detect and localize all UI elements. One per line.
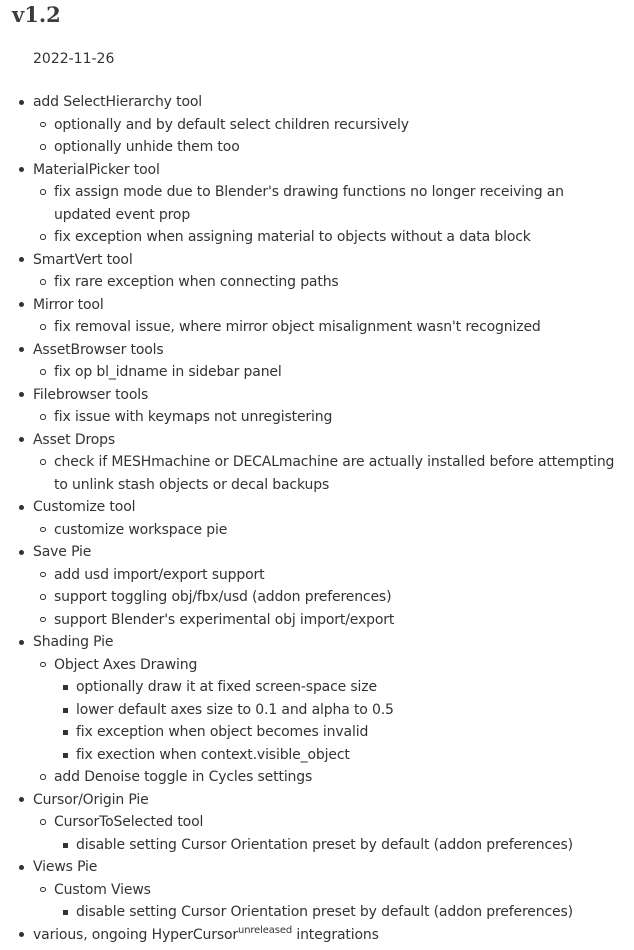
- list-item: [0, 91, 634, 159]
- item-label: Filebrowser tools: [33, 386, 149, 403]
- list-item: [0, 429, 634, 497]
- list-item: [0, 294, 634, 339]
- sub-sub-item: disable setting Cursor Orientation preset by default (addon preferences): [54, 834, 634, 857]
- unreleased-superscript: unreleased: [238, 924, 293, 936]
- sub-item: [33, 654, 634, 767]
- sub-sub-item: fix exception when object becomes invalid: [54, 721, 634, 744]
- sub-item: fix assign mode due to Blender's drawing functions no longer receiving an updated event prop: [33, 181, 634, 226]
- sub-item-label: Custom Views: [54, 881, 151, 898]
- sub-item: fix exception when assigning material to objects without a data block: [33, 226, 634, 249]
- item-label: Save Pie: [33, 544, 92, 560]
- sub-sub-item: fix exection when context.visible_object: [54, 744, 634, 767]
- sub-item: fix op bl_idname in sidebar panel: [33, 361, 634, 384]
- list-item: [0, 789, 634, 857]
- item-label: Views Pie: [33, 859, 98, 875]
- item-label: Mirror tool: [33, 296, 104, 313]
- list-item: [0, 541, 634, 631]
- sub-item: add Denoise toggle in Cycles settings: [33, 766, 634, 789]
- sub-item: support toggling obj/fbx/usd (addon preferences): [33, 586, 634, 609]
- sub-sub-item: optionally draw it at fixed screen-space size: [54, 676, 634, 699]
- item-label: SmartVert tool: [33, 251, 133, 268]
- list-item: [0, 856, 634, 924]
- list-item: [0, 631, 634, 789]
- sub-item: [33, 811, 634, 856]
- item-label: Cursor/Origin Pie: [33, 791, 149, 808]
- list-item: [0, 249, 634, 294]
- sub-item: check if MESHmachine or DECALmachine are actually installed before attempting to unlink stash objects or decal backups: [33, 451, 634, 496]
- list-item: [0, 924, 634, 947]
- item-label: MaterialPicker tool: [33, 161, 160, 178]
- hypercursor-prefix: various, ongoing HyperCursor: [33, 926, 239, 943]
- sub-sub-item: lower default axes size to 0.1 and alpha to 0.5: [54, 699, 634, 722]
- sub-item: [33, 879, 634, 924]
- list-item: [0, 384, 634, 429]
- item-label: Shading Pie: [33, 634, 114, 650]
- sub-item: add usd import/export support: [33, 564, 634, 587]
- sub-item-label: Object Axes Drawing: [54, 656, 198, 673]
- list-item: [0, 339, 634, 384]
- list-item: [0, 496, 634, 541]
- item-label: Customize tool: [33, 499, 136, 515]
- changelog-list: [0, 91, 634, 946]
- version-title: v1.2: [12, 2, 61, 27]
- list-item: [0, 159, 634, 249]
- sub-item: optionally unhide them too: [33, 136, 634, 159]
- sub-item: support Blender's experimental obj import/export: [33, 609, 634, 632]
- sub-item: customize workspace pie: [33, 519, 634, 542]
- sub-item: optionally and by default select children recursively: [33, 114, 634, 137]
- hypercursor-suffix: integrations: [292, 926, 379, 943]
- sub-item-label: CursorToSelected tool: [54, 814, 204, 830]
- item-label: add SelectHierarchy tool: [33, 94, 203, 110]
- sub-sub-item: disable setting Cursor Orientation preset by default (addon preferences): [54, 901, 634, 924]
- sub-item: fix issue with keymaps not unregistering: [33, 406, 634, 429]
- sub-item: fix rare exception when connecting paths: [33, 271, 634, 294]
- sub-item: fix removal issue, where mirror object misalignment wasn't recognized: [33, 316, 634, 339]
- release-date: 2022-11-26: [33, 51, 115, 67]
- item-label: Asset Drops: [33, 431, 116, 448]
- item-label: AssetBrowser tools: [33, 341, 164, 358]
